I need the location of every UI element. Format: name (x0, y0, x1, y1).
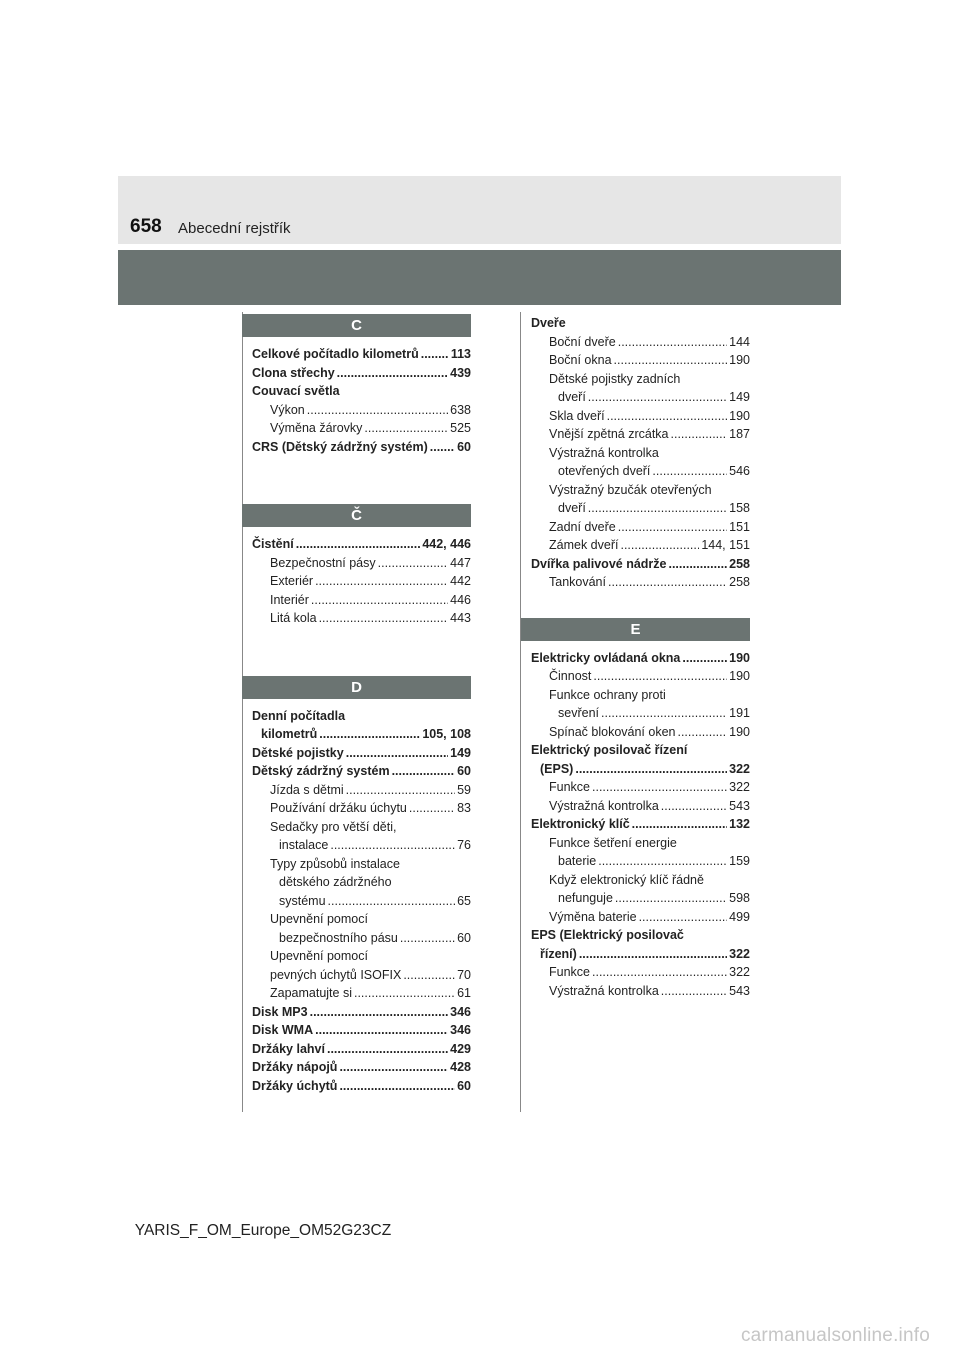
entry-term: Disk WMA (252, 1023, 314, 1037)
entry-term: dětského zádržného (279, 875, 392, 889)
entry-leader-dots (652, 462, 727, 481)
index-entry (252, 929, 471, 948)
entry-term: Funkce (549, 965, 590, 979)
entry-leader-dots (392, 762, 456, 781)
index-entry (252, 873, 471, 892)
entry-page-number: 543 (729, 983, 750, 998)
entry-leader-dots (378, 554, 449, 573)
entry-page-number: 346 (450, 1023, 471, 1037)
index-entry (531, 555, 750, 574)
entry-leader-dots (682, 649, 727, 668)
section-bottom-gap (242, 628, 471, 650)
entry-term: Dvířka palivové nádrže (531, 556, 667, 571)
footer (0, 1222, 960, 1240)
entry-leader-dots (588, 499, 727, 518)
entry-page-number: 132 (729, 817, 750, 831)
index-entry (531, 889, 750, 908)
index-entries (242, 707, 471, 1096)
entry-leader-dots (430, 438, 455, 457)
entry-term: Upevnění pomocí (270, 949, 368, 963)
index-entry (252, 725, 471, 744)
index-entry (252, 1077, 471, 1096)
index-entry (531, 963, 750, 982)
section-letter-bar: C (242, 314, 471, 337)
entry-page-number: 322 (729, 965, 750, 979)
entry-page-number: 258 (729, 575, 750, 589)
index-entry (252, 401, 471, 420)
entry-leader-dots (579, 945, 727, 964)
page-title: Abecední rejstřík (178, 220, 291, 237)
entry-term: Bezpečnostní pásy (270, 555, 376, 570)
index-entry (252, 855, 471, 874)
entry-term: Boční dveře (549, 334, 616, 349)
index-entry (531, 333, 750, 352)
entry-page-number: 638 (450, 402, 471, 417)
index-entry (252, 1003, 471, 1022)
entry-term: Dveře (531, 316, 566, 330)
index-entry (531, 926, 750, 945)
entry-term: Vnější zpětná zrcátka (549, 427, 669, 441)
entry-term: Funkce ochrany proti (549, 687, 666, 702)
entry-page-number: 499 (729, 909, 750, 924)
index-entry (531, 686, 750, 705)
entry-term: Když elektronický klíč řádně (549, 872, 704, 887)
index-entry (252, 1040, 471, 1059)
page-number: 658 (130, 216, 162, 237)
entry-page-number: 149 (450, 745, 471, 760)
entry-leader-dots (330, 836, 455, 855)
section-bottom-gap (242, 456, 471, 478)
entry-page-number: 144 (729, 334, 750, 349)
watermark: carmanualsonline.info (740, 1325, 930, 1346)
entry-term: Výstražná kontrolka (549, 983, 659, 998)
entry-term: Tankování (549, 575, 606, 589)
section-gap (242, 650, 471, 676)
section-letter-bar: E (521, 618, 750, 641)
entry-term: Typy způsobů instalace (270, 856, 400, 871)
index-entries (521, 649, 750, 1001)
section-top-gap (242, 699, 471, 707)
entry-term: pevných úchytů ISOFIX (270, 967, 402, 982)
index-entry (252, 836, 471, 855)
index-entry (252, 1021, 471, 1040)
index-entry (252, 947, 471, 966)
entry-leader-dots (319, 609, 449, 628)
index-entry (252, 799, 471, 818)
entry-term: Používání držáku úchytu (270, 801, 407, 815)
entry-term: Zámek dveří (549, 538, 619, 552)
entry-term: otevřených dveří (558, 464, 651, 478)
index-entry (252, 554, 471, 573)
index-entries (242, 345, 471, 456)
entry-leader-dots (310, 1003, 449, 1022)
entry-term: Upevnění pomocí (270, 912, 368, 926)
section-gap (521, 592, 750, 618)
entry-leader-dots (311, 591, 448, 610)
section-top-gap (242, 337, 471, 345)
entry-leader-dots (618, 518, 727, 537)
entry-term: Výstražný bzučák otevřených (549, 482, 712, 497)
index-entry (252, 438, 471, 457)
entry-leader-dots (315, 1021, 448, 1040)
entry-term: CRS (Dětský zádržný systém) (252, 439, 428, 454)
entry-term: řízení) (540, 946, 577, 961)
entry-page-number: 525 (450, 421, 471, 435)
entry-page-number: 447 (450, 555, 471, 570)
entry-term: Dětské pojistky zadních (549, 371, 681, 386)
entry-leader-dots (403, 966, 455, 985)
entry-term: Celkové počítadlo kilometrů (252, 347, 419, 361)
entry-leader-dots (661, 797, 727, 816)
entry-leader-dots (661, 982, 727, 1001)
entry-page-number: 322 (729, 761, 750, 776)
entry-page-number: 543 (729, 798, 750, 813)
index-entry (531, 573, 750, 592)
index-entry (531, 908, 750, 927)
section-letter-bar: Č (242, 504, 471, 527)
section-top-gap (521, 641, 750, 649)
index-entry (252, 910, 471, 929)
entry-leader-dots (592, 963, 727, 982)
index-entry (252, 382, 471, 401)
entry-page-number: 439 (450, 365, 471, 380)
index-entry (531, 481, 750, 500)
entry-page-number: 546 (729, 464, 750, 478)
entry-page-number: 446 (450, 592, 471, 607)
index-entry (531, 797, 750, 816)
entry-leader-dots (315, 572, 448, 591)
index-entry (531, 536, 750, 555)
entry-page-number: 60 (457, 1078, 471, 1093)
index-entry (531, 760, 750, 779)
entry-leader-dots (671, 425, 728, 444)
index-entry (531, 852, 750, 871)
entry-page-number: 76 (457, 838, 471, 852)
entry-leader-dots (614, 351, 728, 370)
entry-page-number: 346 (450, 1004, 471, 1019)
entry-term: Couvací světla (252, 384, 340, 398)
entry-term: Zadní dveře (549, 519, 616, 534)
entry-page-number: 65 (457, 893, 471, 908)
index-entry (252, 419, 471, 438)
entry-page-number: 60 (457, 764, 471, 778)
entry-term: sevření (558, 706, 599, 720)
index-entries (521, 314, 750, 592)
entry-term: Funkce (549, 780, 590, 794)
index-entry (531, 982, 750, 1001)
entry-page-number: 598 (729, 891, 750, 905)
entry-leader-dots (601, 704, 727, 723)
entry-term: Sedačky pro větší děti, (270, 819, 397, 834)
index-entry (531, 945, 750, 964)
index-entry (252, 984, 471, 1003)
index-entry (531, 704, 750, 723)
entry-term: Interiér (270, 592, 309, 607)
index-entry (252, 591, 471, 610)
entry-leader-dots (319, 725, 420, 744)
index-entry (252, 345, 471, 364)
entry-page-number: 442 (450, 574, 471, 588)
index-entry (531, 723, 750, 742)
index-entry (252, 609, 471, 628)
index-entry (531, 425, 750, 444)
entry-leader-dots (632, 815, 727, 834)
entry-term: Spínač blokování oken (549, 724, 676, 739)
entry-leader-dots (400, 929, 455, 948)
entry-leader-dots (593, 667, 727, 686)
entry-term: Držáky lahví (252, 1041, 325, 1056)
section-gap (242, 478, 471, 504)
entry-term: Boční okna (549, 353, 612, 367)
entry-term: Výkon (270, 402, 305, 417)
entry-term: Funkce šetření energie (549, 835, 677, 850)
entry-page-number: 442, 446 (422, 537, 471, 551)
entry-page-number: 429 (450, 1041, 471, 1056)
entry-leader-dots (307, 401, 448, 420)
index-entry (252, 781, 471, 800)
header-dark-band (118, 250, 841, 305)
entry-term: Výměna žárovky (270, 421, 363, 435)
entry-leader-dots (618, 333, 727, 352)
entry-term: Clona střechy (252, 365, 335, 380)
entry-page-number: 322 (729, 946, 750, 961)
entry-page-number: 190 (729, 650, 750, 665)
index-entry (531, 314, 750, 333)
entry-term: bezpečnostního pásu (279, 930, 398, 945)
index-entry (531, 351, 750, 370)
entry-term: Výměna baterie (549, 909, 637, 924)
index-entry (531, 462, 750, 481)
entry-term: instalace (279, 838, 329, 852)
index-entry (252, 744, 471, 763)
entry-page-number: 443 (450, 611, 471, 625)
entry-term: Jízda s dětmi (270, 782, 344, 797)
index-entry (531, 871, 750, 890)
index-column-left (242, 314, 471, 1095)
entry-page-number: 190 (729, 724, 750, 739)
entry-page-number: 258 (729, 556, 750, 571)
index-entry (531, 815, 750, 834)
entry-leader-dots (598, 852, 727, 871)
entry-term: Dětské pojistky (252, 745, 344, 760)
entry-term: Dětský zádržný systém (252, 764, 390, 778)
entry-page-number: 59 (457, 782, 471, 797)
entry-page-number: 151 (729, 519, 750, 534)
index-entry (531, 667, 750, 686)
index-column-right (521, 314, 750, 1000)
entry-leader-dots (575, 760, 727, 779)
entry-leader-dots (615, 889, 727, 908)
entry-leader-dots (409, 799, 455, 818)
entry-leader-dots (668, 555, 727, 574)
entry-term: Litá kola (270, 611, 317, 625)
index-entry (531, 649, 750, 668)
entry-page-number: 144, 151 (701, 538, 750, 552)
entry-term: Držáky nápojů (252, 1060, 338, 1074)
footer-code: YARIS_F_OM_Europe_OM52G23CZ (134, 1222, 392, 1239)
entry-term: Výstražná kontrolka (549, 445, 659, 460)
entry-leader-dots (592, 778, 727, 797)
entry-term: Denní počítadla (252, 708, 346, 723)
entry-leader-dots (620, 536, 699, 555)
section-letter-bar: D (242, 676, 471, 699)
index-entry (252, 818, 471, 837)
entry-term: Zapamatujte si (270, 986, 352, 1000)
index-entry (531, 518, 750, 537)
entry-page-number: 190 (729, 669, 750, 683)
entry-term: Exteriér (270, 574, 314, 588)
entry-leader-dots (339, 1077, 455, 1096)
entry-page-number: 60 (457, 930, 471, 945)
index-entry (531, 407, 750, 426)
index-entry (531, 834, 750, 853)
entry-term: nefunguje (558, 891, 613, 905)
entry-term: dveří (558, 390, 586, 404)
index-entry (252, 762, 471, 781)
entry-page-number: 190 (729, 408, 750, 423)
entry-leader-dots (608, 573, 727, 592)
index-entry (531, 388, 750, 407)
entry-page-number: 83 (457, 801, 471, 815)
entry-page-number: 70 (457, 967, 471, 982)
entry-leader-dots (339, 1058, 448, 1077)
entry-page-number: 61 (457, 986, 471, 1000)
index-entry (531, 741, 750, 760)
entry-leader-dots (346, 781, 455, 800)
entry-page-number: 158 (729, 501, 750, 515)
entry-leader-dots (364, 419, 448, 438)
entry-term: Čistění (252, 537, 294, 551)
entry-leader-dots (346, 744, 448, 763)
entry-leader-dots (354, 984, 455, 1003)
entry-term: Disk MP3 (252, 1004, 308, 1019)
entry-term: Držáky úchytů (252, 1078, 338, 1093)
entry-page-number: 149 (729, 390, 750, 404)
entry-page-number: 190 (729, 353, 750, 367)
entry-leader-dots (328, 892, 456, 911)
index-entry (252, 364, 471, 383)
index-entry (252, 966, 471, 985)
index-entry (252, 707, 471, 726)
entry-term: kilometrů (261, 727, 318, 741)
index-entry (531, 444, 750, 463)
entry-page-number: 105, 108 (422, 727, 471, 741)
entry-page-number: 159 (729, 854, 750, 868)
entry-term: Výstražná kontrolka (549, 798, 659, 813)
entry-leader-dots (588, 388, 727, 407)
entry-page-number: 113 (450, 347, 471, 361)
entry-page-number: 191 (729, 706, 750, 720)
entry-leader-dots (607, 407, 728, 426)
entry-term: Skla dveří (549, 408, 605, 423)
entry-term: baterie (558, 854, 597, 868)
entry-leader-dots (639, 908, 728, 927)
entry-term: Elektrický posilovač řízení (531, 743, 688, 757)
index-entry (531, 499, 750, 518)
entry-term: dveří (558, 501, 586, 515)
entry-term: Elektronický klíč (531, 817, 630, 831)
entry-term: systému (279, 893, 326, 908)
index-entries (242, 535, 471, 628)
index-entry (252, 535, 471, 554)
index-entry (252, 1058, 471, 1077)
entry-leader-dots (327, 1040, 448, 1059)
entry-page-number: 60 (457, 439, 471, 454)
entry-leader-dots (296, 535, 421, 554)
entry-page-number: 428 (450, 1060, 471, 1074)
index-entry (531, 778, 750, 797)
entry-leader-dots (677, 723, 727, 742)
section-top-gap (242, 527, 471, 535)
index-entry (531, 370, 750, 389)
entry-term: EPS (Elektrický posilovač (531, 928, 684, 942)
index-entry (252, 572, 471, 591)
entry-page-number: 187 (729, 427, 750, 441)
index-entry (252, 892, 471, 911)
entry-leader-dots (337, 364, 448, 383)
entry-page-number: 322 (729, 780, 750, 794)
entry-term: Činnost (549, 669, 592, 683)
entry-term: (EPS) (540, 761, 574, 776)
entry-term: Elektricky ovládaná okna (531, 650, 681, 665)
entry-leader-dots (421, 345, 449, 364)
